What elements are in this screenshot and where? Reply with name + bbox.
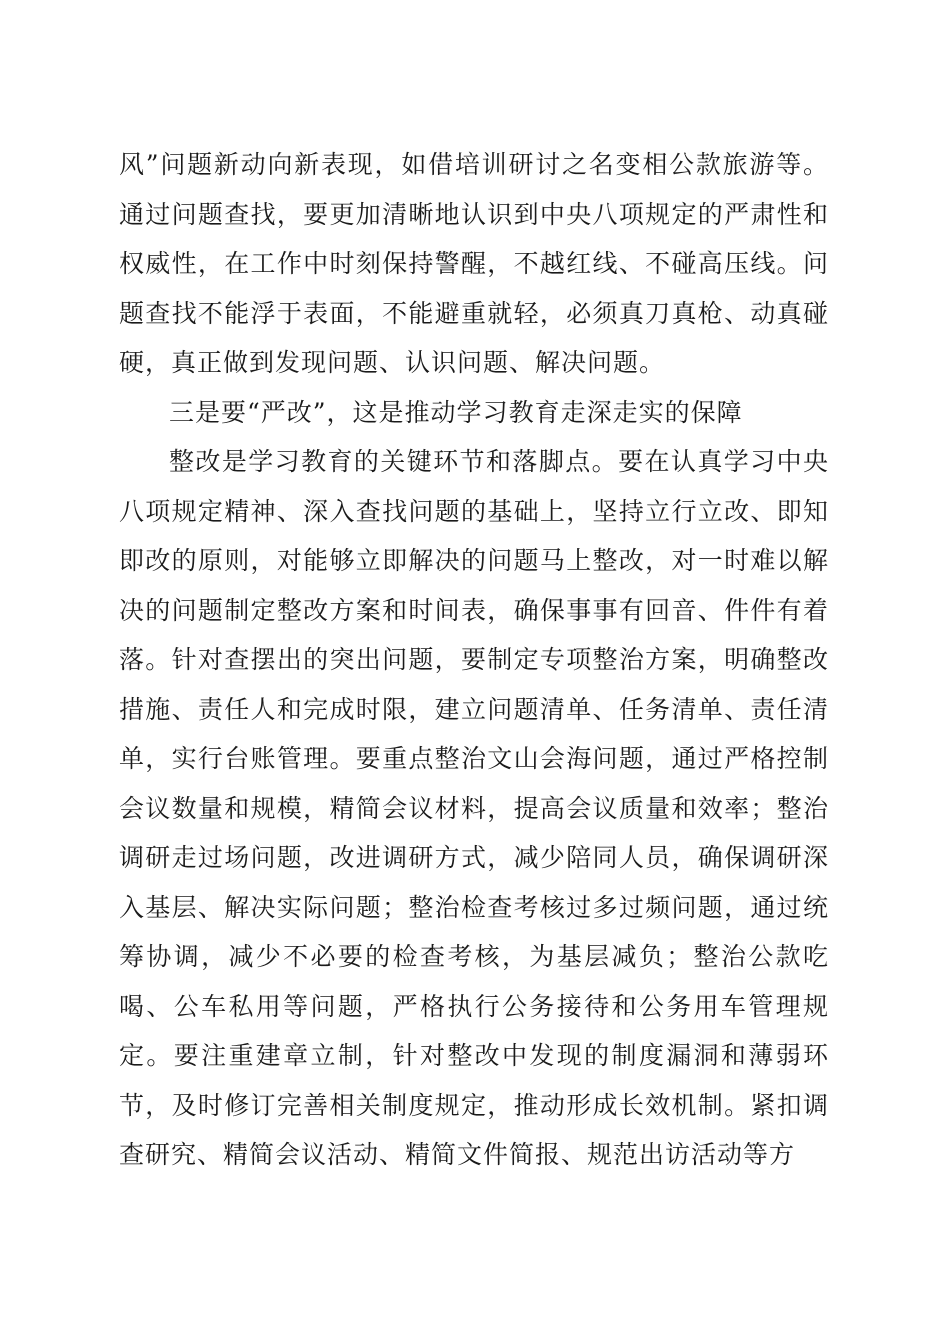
paragraph-rectification: 整改是学习教育的关键环节和落脚点。要在认真学习中央八项规定精神、深入查找问题的基础上，坚持立行立改、即知即改的原则，对能够立即解决的问题马上整改，对一时难以解决的问题制定整改方案和时间表，确保事事有回音、件件有着落。针对查摆出的突出问题，要制定专项整治方案，明确整改措施、责任人和完成时限，建立问题清单、任务清单、责任清单，实行台账管理。要重点整治文山会海问题，通过严格控制会议数量和规模，精简会议材料，提高会议质量和效率；整治调研走过场问题，改进调研方式，减少陪同人员，确保调研深入基层、解决实际问题；整治检查考核过多过频问题，通过统筹协调，减少不必要的检查考核，为基层减负；整治公款吃喝、公车私用等问题，严格执行公务接待和公务用车管理规定。要注重建章立制，针对整改中发现的制度漏洞和薄弱环节，及时修订完善相关制度规定，推动形成长效机制。紧扣调查研究、精简会议活动、精简文件简报、规范出访活动等方 [119, 447, 829, 1169]
document-body [119, 140, 829, 1180]
paragraph-continued: 风”问题新动向新表现，如借培训研讨之名变相公款旅游等。通过问题查找，要更加清晰地认识到中央八项规定的严肃性和权威性，在工作中时刻保持警醒，不越红线、不碰高压线。问题查找不能浮于表面，不能避重就轻，必须真刀真枪、动真碰硬，真正做到发现问题、认识问题、解决问题。 [119, 150, 829, 377]
section-heading: 三是要“严改”，这是推动学习教育走深走实的保障 [169, 397, 743, 427]
